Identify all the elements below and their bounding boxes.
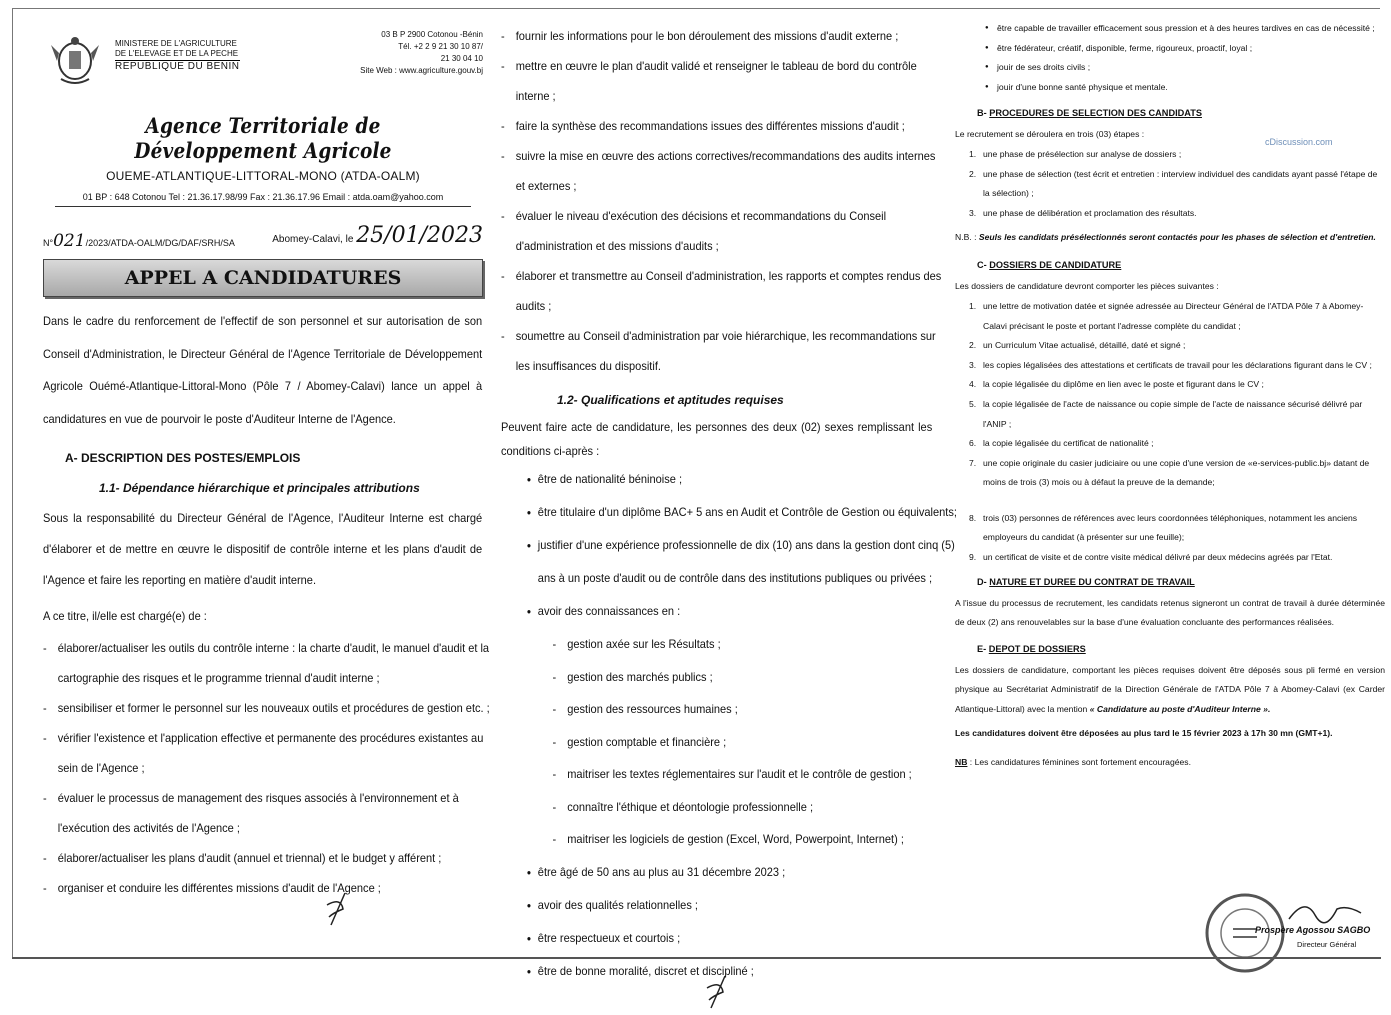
section-e-heading: E- DEPOT DE DOSSIERS [977,643,1086,654]
subsection-1-2-heading: 1.2- Qualifications et aptitudes requises [557,393,784,407]
list-item: - mettre en œuvre le plan d'audit validé et renseigner le tableau de bord du contrôle interne ; [501,51,947,111]
list-item: 4. la copie légalisée du diplôme en lien avec le poste et figurant dans le CV ; [969,379,1264,390]
list-item: - gestion axée sur les Résultats ; [501,628,998,661]
list-item: - connaître l'éthique et déontologie professionnelle ; [501,791,998,824]
list-item: 3. une phase de délibération et proclamation des résultats. [969,207,1197,218]
list-item: ● être respectueux et courtois ; [501,922,969,955]
list-item: - élaborer/actualiser les outils du contrôle interne : la charte d'audit, le manuel d'audit et la cartographie des risques et le programme triennal d'audit interne ; [43,633,497,693]
list-item: - suivre la mise en œuvre des actions correctives/recommandations des audits internes et externes ; [501,141,947,201]
signatory-name: Prospère Agossou SAGBO [1255,925,1371,935]
list-item: - maitriser les logiciels de gestion (Excel, Word, Powerpoint, Internet) ; [501,823,998,856]
ministry-contact [360,29,483,77]
list-item: - gestion des ressources humaines ; [501,693,998,726]
coat-of-arms-icon [47,31,103,87]
final-note: NB : Les candidatures féminines sont fortement encouragées. [955,757,1191,768]
contact-line: 21 30 04 10 [440,54,483,63]
ministry-name [115,39,240,72]
agency-address: 01 BP : 648 Cotonou Tel : 21.36.17.98/99 Fax : 21.36.17.96 Email : atda.oam@yahoo.com [55,192,471,207]
duties-intro: A ce titre, il/elle est chargé(e) de : [43,609,207,623]
list-item: - gestion comptable et financière ; [501,726,998,759]
list-item: - gestion des marchés publics ; [501,661,998,694]
qualifications-list-2 [501,856,933,988]
list-item: ● jouir d'une bonne santé physique et mentale. [955,78,1385,98]
list-item: ● justifier d'une expérience professionnelle de dix (10) ans dans la gestion dont cinq (5) ans à un poste d'audit ou de contrôle dans des institutions publiques ou privées ; [501,529,969,595]
agency-subtitle: OUEME-ATLANTIQUE-LITTORAL-MONO (ATDA-OALM) [106,169,420,183]
list-item: - élaborer/actualiser les plans d'audit (annuel et triennal) et le budget y afférent ; [43,843,497,873]
contact-line: 03 B P 2900 Cotonou -Bénin [381,30,483,39]
ministry-line-1: MINISTERE DE L'AGRICULTURE [115,39,237,48]
duties-list-2 [501,21,942,381]
list-item: - évaluer le processus de management des risques associés à l'environnement et à l'exécution des activités de l'Agence ; [43,783,497,843]
list-item: 1. une lettre de motivation datée et signée adressée au Directeur Général de l'ATDA Pôle 7 à Abomey-Calavi précisant le poste et portant l'adresse complète du candidat ; [969,300,1364,331]
list-item: 2. une phase de sélection (test écrit et entretien : interview individuel des candidats ayant passé l'étape de la sélection) ; [969,168,1378,199]
reference-line [43,219,483,253]
column-middle [501,19,957,1015]
list-item: 6. la copie légalisée du certificat de nationalité ; [969,438,1154,449]
list-item: - sensibiliser et former le personnel sur les nouveaux outils et procédures de gestion etc. ; [43,693,497,723]
documents-intro: Les dossiers de candidature devront comporter les pièces suivantes : [955,281,1219,292]
list-item: 7. une copie originale du casier judiciaire ou une copie d'une version de «e-services-public.bj» datant de moins de trois (3) mois ou à défaut la preuve de la demande; [969,457,1370,488]
page-bottom-border [12,957,1381,959]
list-item: - soumettre au Conseil d'administration par voie hiérarchique, les recommandations sur les insuffisances du dispositif. [501,321,947,381]
deposit-paragraph: Les dossiers de candidature, comportant les pièces requises doivent être déposés sous pli fermé en version physique au Secrétariat Administratif de la Direction Générale de l'ATDA Pôle 7 à Abomey-Calavi (ex Carder Atlantique-Littoral) avec la mention « Candidature au poste d'Auditeur Interne ». [955,664,1385,715]
list-item: - évaluer le niveau d'exécution des décisions et recommandations du Conseil d'administration et des missions d'audits ; [501,201,947,261]
nb-note: N.B. : Seuls les candidats présélectionnés seront contactés pour les phases de sélection et d'entretien. [955,232,1376,243]
signatory-title: Directeur Général [1297,940,1357,949]
qualifications-intro: Peuvent faire acte de candidature, les personnes des deux (02) sexes remplissant les conditions ci-après : [501,420,933,458]
duties-list-1 [43,633,490,903]
list-item: 5. la copie légalisée de l'acte de naissance ou copie simple de l'acte de naissance sécurisé délivré par l'ANIP ; [969,398,1363,429]
knowledge-list [501,628,933,856]
intro-paragraph: Dans le cadre du renforcement de l'effectif de son personnel et sur autorisation de son Conseil d'Administration, le Directeur Général de l'Agence Territoriale de Développement Agricole Ouémé-Atlantique-Littoral-Mono (Pôle 7 / Abomey-Calavi) lance un appel à candidatures en vue de pourvoir le poste d'Auditeur Interne de l'Agence. [43,314,483,426]
list-item: - faire la synthèse des recommandations issues des différentes missions d'audit ; [501,111,947,141]
deadline-text: Les candidatures doivent être déposées au plus tard le 15 février 2023 à 17h 30 mn (GMT+1). [955,727,1333,738]
document-page [12,8,1385,978]
list-item: 8. trois (03) personnes de références avec leurs coordonnées téléphoniques, notamment les anciens employeurs du candidat (à présenter sur une feuille); [969,512,1358,543]
section-d-heading: D- NATURE ET DUREE DU CONTRAT DE TRAVAIL [977,576,1195,587]
list-item: ● être capable de travailler efficacement sous pression et à des heures tardives en cas de nécessité ; [955,19,1385,39]
republic-name: REPUBLIQUE DU BENIN [115,61,240,72]
responsibility-paragraph: Sous la responsabilité du Directeur Général de l'Agence, l'Auditeur Interne est chargé d'élaborer et de mettre en œuvre le dispositif de contrôle interne et les plans d'audit de l'Agence et faire les reporting en matière d'audit interne. [43,511,483,587]
signature-icon [1285,895,1365,929]
list-item: ● jouir de ses droits civils ; [955,58,1385,78]
watermark-text: cDiscussion.com [1265,137,1333,147]
list-item: ● être de bonne moralité, discret et discipliné ; [501,955,969,988]
list-item: - organiser et conduire les différentes missions d'audit de l'Agence ; [43,873,497,903]
handwritten-ref: 021 [53,231,86,251]
list-item: - fournir les informations pour le bon déroulement des missions d'audit externe ; [501,21,947,51]
list-item: - élaborer et transmettre au Conseil d'administration, les rapports et comptes rendus des audits ; [501,261,947,321]
section-c-heading: C- DOSSIERS DE CANDIDATURE [977,260,1122,271]
list-item: 9. un certificat de visite et de contre visite médical délivré par deux médecins agréés par l'Etat. [969,552,1333,563]
list-item: 3. les copies légalisées des attestations et certificats de travail pour les déclarations figurant dans le CV ; [969,359,1372,370]
list-item: ● être de nationalité béninoise ; [501,463,969,496]
list-item: - maitriser les textes réglementaires sur l'audit et le contrôle de gestion ; [501,758,998,791]
list-item: ● être titulaire d'un diplôme BAC+ 5 ans en Audit et Contrôle de Gestion ou équivalents; [501,496,969,529]
ministry-line-2: DE L'ELEVAGE ET DE LA PECHE [115,49,239,58]
list-item: ● avoir des qualités relationnelles ; [501,889,969,922]
list-item: 2. un Curriculum Vitae actualisé, détaillé, daté et signé ; [969,340,1186,351]
contract-paragraph: A l'issue du processus de recrutement, les candidats retenus signeront un contrat de travail à durée déterminée de deux (2) ans renouvelables sur la base d'une évaluation concluante des performances réalisées. [955,597,1385,628]
column-left [43,19,490,932]
list-item: 1. une phase de présélection sur analyse de dossiers ; [969,148,1182,159]
qualifications-list-1 [501,463,957,628]
list-item: ● avoir des connaissances en : [501,595,969,628]
letterhead [43,19,483,99]
documents-list [955,297,1385,568]
list-item: ● être fédérateur, créatif, disponible, ferme, rigoureux, proactif, loyal ; [955,39,1385,59]
selection-steps [955,145,1385,223]
agency-name: Agence Territoriale de Développement Agricole [134,113,392,163]
subsection-1-1-heading: 1.1- Dépendance hiérarchique et principales attributions [99,481,420,495]
place-date: Abomey-Calavi, le 25/01/2023 [272,223,483,248]
qualifications-list-3 [955,19,1385,97]
section-a-heading: A- DESCRIPTION DES POSTES/EMPLOIS [65,451,301,465]
list-item: - vérifier l'existence et l'application effective et permanente des procédures existantes au sein de l'Agence ; [43,723,497,783]
list-item: ● être âgé de 50 ans au plus au 31 décembre 2023 ; [501,856,969,889]
contact-line: Site Web : www.agriculture.gouv.bj [360,66,483,75]
document-title: APPEL A CANDIDATURES [43,259,483,297]
contact-line: Tél. +2 2 9 21 30 10 87/ [398,42,483,51]
column-right [955,19,1385,949]
selection-intro: Le recrutement se déroulera en trois (03) étapes : [955,129,1145,140]
handwritten-date: 25/01/2023 [356,223,483,248]
section-b-heading: B- PROCEDURES DE SELECTION DES CANDIDATS [977,108,1202,119]
reference-number: N°021/2023/ATDA-OALM/DG/DAF/SRH/SA [43,231,235,251]
